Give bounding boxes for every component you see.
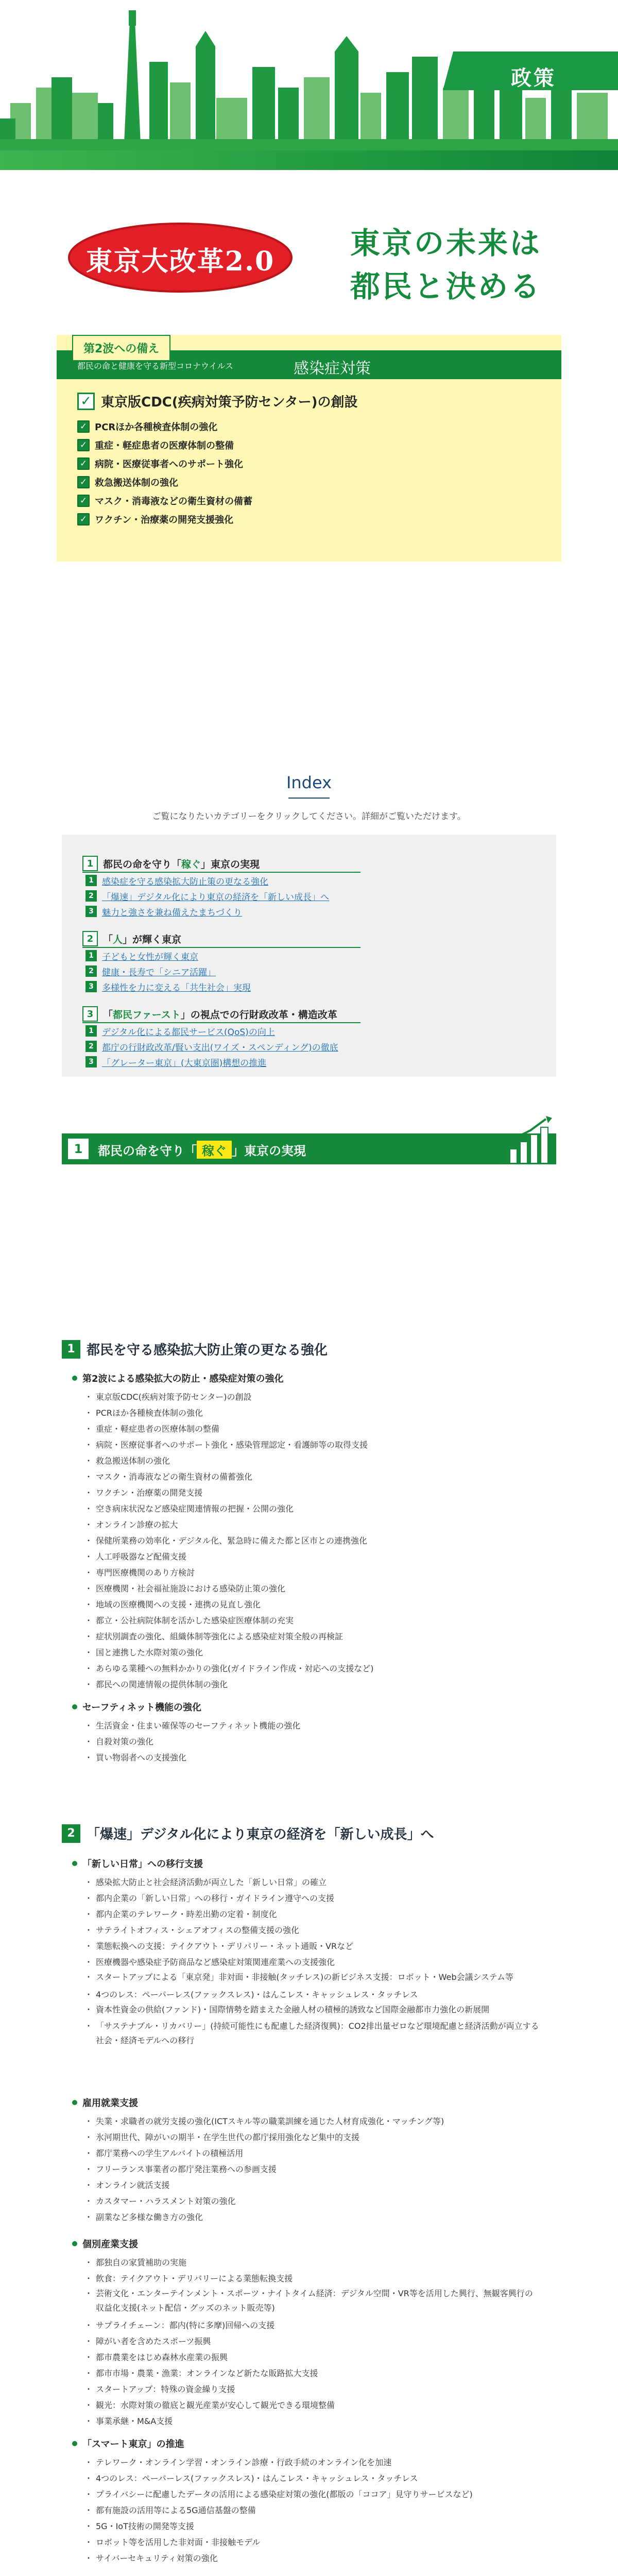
list-item: ・ 医療機器や感染症予防商品など感染症対策関連産業への支援強化 [88, 1954, 541, 1970]
list-item: ・ 地域の医療機関への支援・連携の見直し強化 [88, 1597, 541, 1613]
list-item: ・ スタートアップによる「東京発」非対面・非接触(タッチレス)の新ビジネス支援：ロボット・Web会議システム等 [88, 1970, 541, 1987]
index-link[interactable]: 2 健康・長寿で「シニア活躍」 [85, 963, 536, 979]
list-item: ・ 業態転換への支援：テイクアウト・デリバリー・ネット通販・VRなど [88, 1938, 541, 1954]
checkbox-icon: ✓ [77, 393, 95, 410]
item-list [88, 2255, 541, 2429]
list-item: ・ マスク・消毒液などの衛生資材の備蓄強化 [88, 1469, 541, 1485]
bullet-icon [72, 1376, 77, 1381]
list-item: ・ 医療機関・社会福祉施設における感染防止策の強化 [88, 1581, 541, 1597]
list-item: ・ 専門医療機関のあり方検討 [88, 1565, 541, 1581]
bullet-icon [72, 1704, 77, 1709]
list-item: ・ 都内企業のテレワーク・時差出勤の定着・制度化 [88, 1906, 541, 1922]
list-item: ・ サプライチェーン：都内(特に多摩)回帰への支援 [88, 2317, 541, 2333]
index-box [62, 835, 556, 1077]
list-item: ・ あらゆる業種への無料かかりの強化(ガイドライン作成・対応への支援など) [88, 1660, 541, 1676]
list-item: ・ カスタマー・ハラスメント対策の強化 [88, 2193, 541, 2209]
list-item: ・ 4つのレス：ペーパーレス(ファックスレス)・はんこレス・キャッシュレス・タッチレス [88, 1987, 541, 2003]
banner-number: 1 [68, 1139, 89, 1159]
number-icon: 3 [85, 1056, 97, 1067]
index-link[interactable]: 3 多様性を力に変える「共生社会」実現 [85, 979, 536, 994]
item-list [88, 2454, 541, 2566]
banner-title: 都民の命を守り「 稼ぐ 」東京の実現 [98, 1141, 306, 1159]
list-item: ・ 買い物弱者への支援強化 [88, 1750, 541, 1766]
covid-list-item: ✓ 病院・医療従事者へのサポート強化 [77, 454, 252, 473]
index-title: Index [286, 773, 332, 792]
list-item: ・ 4つのレス：ペーパーレス(ファックスレス)・はんこレス・キャッシュレス・タッチレス [88, 2470, 541, 2486]
index-link[interactable]: 1 子どもと女性が輝く東京 [85, 948, 536, 963]
covid-countermeasures-box [57, 335, 561, 562]
subsection-heading: 「スマート東京」の推進 [72, 2437, 184, 2450]
index-link[interactable]: 2 「爆速」デジタル化により東京の経済を「新しい成長」へ [85, 888, 536, 904]
number-badge: 3 [82, 1006, 98, 1022]
item-list [88, 1718, 541, 1766]
list-item: ・ 症状別調査の強化、組織体制等強化による感染症対策全般の再検証 [88, 1629, 541, 1645]
covid-list-item: ✓ ワクチン・治療薬の開発支援強化 [77, 510, 252, 529]
number-icon: 1 [85, 875, 97, 886]
index-group [82, 1006, 536, 1070]
list-item: ・ ワクチン・治療薬の開発支援 [88, 1485, 541, 1501]
number-badge: 1 [82, 856, 98, 871]
section-heading: 2 「爆速」デジタル化により東京の経済を「新しい成長」へ [62, 1824, 434, 1843]
number-icon: 1 [85, 1025, 97, 1037]
number-icon: 3 [85, 906, 97, 917]
checkbox-icon: ✓ [77, 513, 90, 526]
list-item: ・ オンライン就活支援 [88, 2177, 541, 2193]
list-item: ・ プライバシーに配慮したデータの活用による感染症対策の強化(都版の「ココア」見守りサービスなど) [88, 2486, 541, 2502]
section-heading: 1 都民を守る感染拡大防止策の更なる強化 [62, 1340, 328, 1359]
list-item: ・ 都民への関連情報の提供体制の強化 [88, 1676, 541, 1692]
subsection-heading: 「新しい日常」への移行支援 [72, 1857, 203, 1870]
list-item: ・ 観光：水際対策の徹底と観光産業が安心して観光できる環境整備 [88, 2397, 541, 2413]
list-item: ・ 感染拡大防止と社会経済活動が両立した「新しい日常」の確立 [88, 1874, 541, 1890]
list-item: ・ 都庁業務への学生アルバイトの積極活用 [88, 2145, 541, 2161]
list-item: ・ 都内企業の「新しい日常」への移行・ガイドライン遵守への支援 [88, 1890, 541, 1906]
list-item: ・ テレワーク・オンライン学習・オンライン診療・行政手続のオンライン化を加速 [88, 2454, 541, 2470]
list-item: ・ 都立・公社病院体制を活かした感染症医療体制の充実 [88, 1613, 541, 1629]
number-icon: 3 [85, 981, 97, 992]
list-item: ・ 生活資金・住まい確保等のセーフティネット機能の強化 [88, 1718, 541, 1734]
list-item: ・ 5G・IoT技術の開発等支援 [88, 2518, 541, 2534]
list-item: ・ 保健所業務の効率化・デジタル化、緊急時に備えた都と区市との連携強化 [88, 1533, 541, 1549]
bullet-icon [72, 2241, 77, 2246]
number-icon: 2 [85, 965, 97, 977]
covid-subtitle: 都民の命と健康を守る新型コロナウイルス [77, 361, 234, 371]
number-icon: 2 [85, 1041, 97, 1052]
checkbox-icon: ✓ [77, 420, 90, 433]
list-item: ・ 失業・求職者の就労支援の強化(ICTスキル等の職業訓練を通じた人材育成強化・マッチング等) [88, 2113, 541, 2129]
list-item: ・ 飲食：テイクアウト・デリバリーによる業態転換支援 [88, 2270, 541, 2286]
subsection-heading: セーフティネット機能の強化 [72, 1700, 201, 1714]
covid-list [77, 417, 252, 529]
item-list [88, 1389, 541, 1692]
covid-list-item: ✓ 救急搬送体制の強化 [77, 473, 252, 492]
number-badge: 2 [82, 931, 98, 946]
item-list [88, 1874, 541, 2050]
growth-chart-icon [505, 1115, 556, 1164]
checkbox-icon: ✓ [77, 476, 90, 488]
index-link[interactable]: 3 「グレーター東京」(大東京圏)構想の推進 [85, 1054, 536, 1070]
list-item: ・ 東京版CDC(疾病対策予防センター)の創設 [88, 1389, 541, 1405]
list-item: ・ 都有施設の活用等による5G通信基盤の整備 [88, 2502, 541, 2518]
policy-label: 政策 [511, 66, 556, 90]
reform-title: 東京大改革2.0 [85, 246, 275, 277]
list-item: ・ 救急搬送体制の強化 [88, 1453, 541, 1469]
section-number: 2 [62, 1824, 80, 1843]
list-item: ・ 国と連携した水際対策の強化 [88, 1645, 541, 1660]
list-item: ・ サテライトオフィス・シェアオフィスの整備支援の強化 [88, 1922, 541, 1938]
covid-heading: ✓ 東京版CDC(疾病対策予防センター)の創設 [77, 392, 357, 411]
list-item: ・ スタートアップ：特殊の資金繰り支援 [88, 2381, 541, 2397]
subsection-heading: 個別産業支援 [72, 2237, 138, 2250]
checkbox-icon: ✓ [77, 439, 90, 451]
covid-tag: 第2波への備え [72, 335, 170, 361]
bullet-icon [72, 2100, 77, 2105]
list-item: ・ 都市市場・農業・漁業：オンラインなど新たな販路拡大支援 [88, 2365, 541, 2381]
hero [0, 191, 618, 319]
index-group-heading: 2 「人」が輝く東京 [82, 930, 360, 948]
covid-main-title: 感染症対策 [294, 360, 371, 378]
index-link[interactable]: 1 感染症を守る感染拡大防止策の更なる強化 [85, 873, 536, 888]
list-item: ・ 副業など多様な働き方の強化 [88, 2209, 541, 2225]
covid-list-item: ✓ マスク・消毒液などの衛生資材の備蓄 [77, 492, 252, 510]
item-list [88, 2113, 541, 2225]
list-item: ・ 都市農業をはじめ森林水産業の振興 [88, 2349, 541, 2365]
hero-title: 東京の未来は 都民と決める [350, 226, 542, 304]
index-divider [288, 798, 330, 799]
list-item: ・ フリーランス事業者の都庁発注業務への参画支援 [88, 2161, 541, 2177]
covid-list-item: ✓ PCRほか各種検査体制の強化 [77, 417, 252, 436]
list-item: ・ 空き病床状況など感染症関連情報の把握・公開の強化 [88, 1501, 541, 1517]
list-item: ・ 事業承継・M&A支援 [88, 2413, 541, 2429]
subsection-heading: 第2波による感染拡大の防止・感染症対策の強化 [72, 1371, 284, 1385]
index-link[interactable]: 3 魅力と強さを兼ね備えたまちづくり [85, 904, 536, 919]
covid-list-item: ✓ 重症・軽症患者の医療体制の整備 [77, 436, 252, 454]
subsection-heading: 雇用就業支援 [72, 2096, 138, 2109]
list-item: ・ 自殺対策の強化 [88, 1734, 541, 1750]
list-item: ・ 重症・軽症患者の医療体制の整備 [88, 1421, 541, 1437]
list-item: ・ ロボット等を活用した非対面・非接触モデル [88, 2534, 541, 2550]
list-item: ・ 氷河期世代、障がいの期半・在学生世代の都庁採用強化など集中的支援 [88, 2129, 541, 2145]
list-item: ・ 資本性資金の供給(ファンド)・国際情勢を踏まえた金融人材の積極的誘致など国際金融都市力強化の新展開 [88, 2003, 541, 2019]
list-item: ・ 「サステナブル・リカバリー」(持続可能性にも配慮した経済復興)：CO2排出量ゼロなど環境配慮と経済活動が両立する社会・経済モデルへの移行 [88, 2019, 541, 2050]
number-icon: 2 [85, 890, 97, 902]
checkbox-icon: ✓ [77, 495, 90, 507]
header [0, 0, 618, 175]
index-group [82, 930, 536, 994]
index-description: ご覧になりたいカテゴリーをクリックしてください。詳細がご覧いただけます。 [152, 811, 466, 822]
index-link[interactable]: 1 デジタル化による都民サービス(QoS)の向上 [85, 1023, 536, 1039]
list-item: ・ 人工呼吸器など配備支援 [88, 1549, 541, 1565]
bullet-icon [72, 1861, 77, 1866]
index-link[interactable]: 2 都庁の行財政改革/賢い支出(ワイズ・スペンディング)の徹底 [85, 1039, 536, 1054]
list-item: ・ 病院・医療従事者へのサポート強化・感染管理認定・看護師等の取得支援 [88, 1437, 541, 1453]
list-item: ・ 障がい者を含めたスポーツ振興 [88, 2333, 541, 2349]
number-icon: 1 [85, 950, 97, 961]
index-group-heading: 3 「都民ファースト」の視点での行財政改革・構造改革 [82, 1006, 360, 1023]
index-group-heading: 1 都民の命を守り「稼ぐ」東京の実現 [82, 855, 360, 873]
list-item: ・ 芸術文化・エンターテインメント・スポーツ・ナイトタイム経済：デジタル空間・VR等を活用した興行、無観客興行の収益化支援(ネット配信・グッズのネット販売等) [88, 2286, 541, 2317]
list-item: ・ サイバーセキュリティ対策の強化 [88, 2550, 541, 2566]
checkbox-icon: ✓ [77, 457, 90, 470]
list-item: ・ オンライン診療の拡大 [88, 1517, 541, 1533]
list-item: ・ 都独自の家賃補助の実施 [88, 2255, 541, 2270]
section-number: 1 [62, 1340, 80, 1359]
index-group [82, 855, 536, 919]
list-item: ・ PCRほか各種検査体制の強化 [88, 1405, 541, 1421]
bullet-icon [72, 2441, 77, 2446]
section-banner [62, 1133, 556, 1164]
